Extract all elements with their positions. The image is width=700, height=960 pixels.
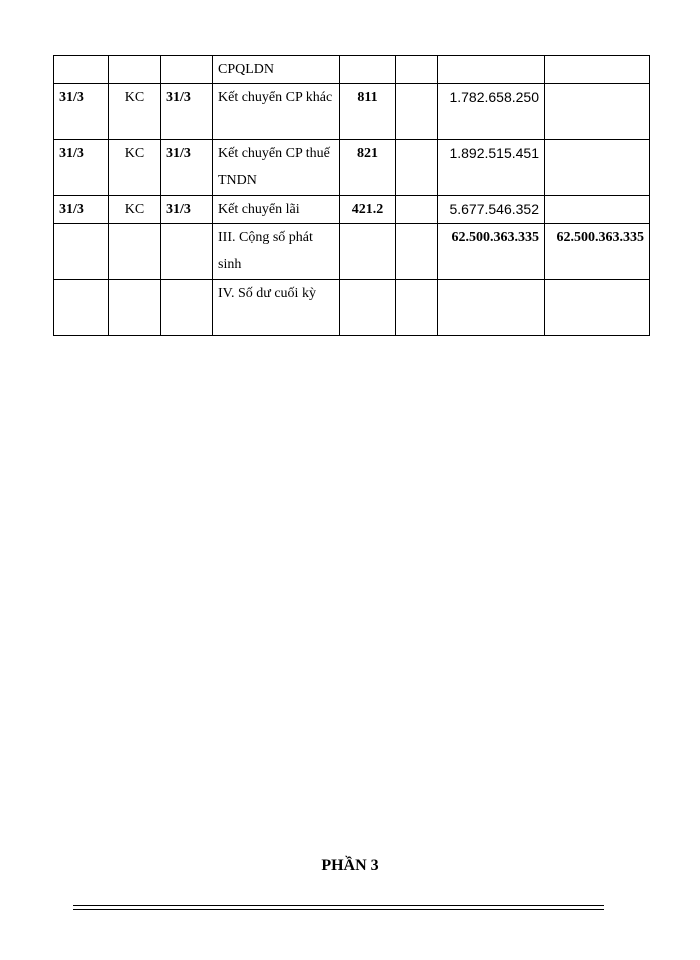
description-cell: Kết chuyển CP thuế TNDN: [213, 140, 340, 196]
credit-cell: [545, 140, 650, 196]
doc-cell: KC: [109, 84, 161, 140]
blank-cell: [396, 196, 438, 224]
doc-cell: [109, 280, 161, 336]
blank-cell: [396, 56, 438, 84]
debit-cell: 1.782.658.250: [438, 84, 545, 140]
account-cell: [340, 280, 396, 336]
debit-total-cell: 62.500.363.335: [438, 224, 545, 280]
blank-cell: [396, 140, 438, 196]
account-cell: [340, 56, 396, 84]
doc-cell: [109, 224, 161, 280]
debit-cell: 5.677.546.352: [438, 196, 545, 224]
debit-cell: [438, 280, 545, 336]
table-row: [54, 224, 650, 280]
doc-date-cell: [161, 224, 213, 280]
credit-cell: [545, 56, 650, 84]
credit-cell: [545, 280, 650, 336]
date-cell: [54, 224, 109, 280]
credit-cell: [545, 84, 650, 140]
date-cell: 31/3: [54, 84, 109, 140]
credit-total-cell: 62.500.363.335: [545, 224, 650, 280]
closing-balance-label-cell: IV. Số dư cuối kỳ: [213, 280, 340, 336]
doc-cell: KC: [109, 140, 161, 196]
blank-cell: [396, 224, 438, 280]
table-row: [54, 280, 650, 336]
doc-date-cell: 31/3: [161, 140, 213, 196]
blank-cell: [396, 280, 438, 336]
ledger-table: [53, 55, 650, 336]
doc-date-cell: [161, 56, 213, 84]
doc-date-cell: 31/3: [161, 196, 213, 224]
doc-cell: KC: [109, 196, 161, 224]
date-cell: [54, 280, 109, 336]
table-row: [54, 84, 650, 140]
date-cell: [54, 56, 109, 84]
footer-rule: [73, 909, 604, 910]
table-row: [54, 196, 650, 224]
account-cell: 811: [340, 84, 396, 140]
part-title: PHẦN 3: [321, 857, 379, 874]
blank-cell: [396, 84, 438, 140]
debit-cell: 1.892.515.451: [438, 140, 545, 196]
table-row: [54, 140, 650, 196]
doc-date-cell: 31/3: [161, 84, 213, 140]
table-row: [54, 56, 650, 84]
account-cell: 421.2: [340, 196, 396, 224]
description-cell: CPQLDN: [213, 56, 340, 84]
account-cell: [340, 224, 396, 280]
account-cell: 821: [340, 140, 396, 196]
footer-rule: [73, 905, 604, 906]
date-cell: 31/3: [54, 196, 109, 224]
date-cell: 31/3: [54, 140, 109, 196]
debit-cell: [438, 56, 545, 84]
description-cell: Kết chuyển CP khác: [213, 84, 340, 140]
doc-cell: [109, 56, 161, 84]
credit-cell: [545, 196, 650, 224]
total-label-cell: III. Cộng số phát sinh: [213, 224, 340, 280]
description-cell: Kết chuyển lãi: [213, 196, 340, 224]
doc-date-cell: [161, 280, 213, 336]
